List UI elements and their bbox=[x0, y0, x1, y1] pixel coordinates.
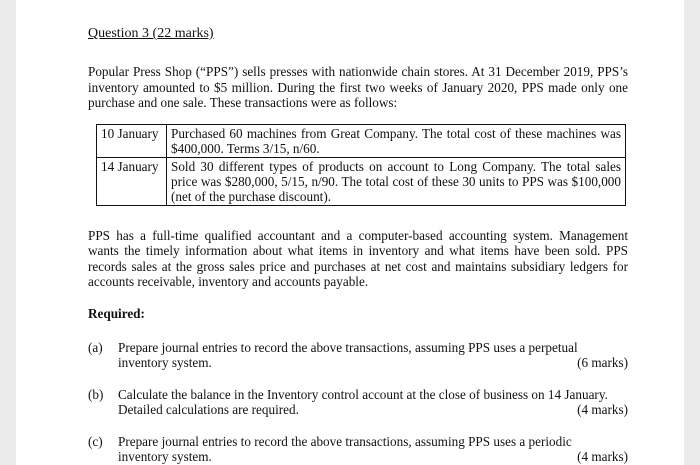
transaction-date: 14 January bbox=[97, 157, 167, 205]
part-text-line2-row bbox=[118, 449, 628, 464]
part-text-line2: inventory system. bbox=[118, 354, 212, 370]
document-page bbox=[16, 0, 684, 465]
part-b bbox=[88, 387, 628, 417]
part-label: (c) bbox=[88, 433, 103, 449]
left-margin bbox=[0, 0, 16, 465]
part-marks: (4 marks) bbox=[577, 401, 628, 417]
table-row bbox=[97, 157, 626, 205]
part-c bbox=[88, 434, 628, 464]
part-text-line1: Calculate the balance in the Inventory control account at the close of business on 14 January. bbox=[118, 386, 608, 402]
table-row bbox=[97, 124, 626, 157]
part-label: (b) bbox=[88, 386, 104, 402]
intro-paragraph: Popular Press Shop (“PPS”) sells presses with nationwide chain stores. At 31 December 2019, PPS’s inventory amounted to $5 million. During the first two weeks of January 2020, PPS made only one purchase and one sale. These transactions were as follows: bbox=[88, 64, 628, 110]
part-text-line2: inventory system. bbox=[118, 448, 212, 464]
transaction-description: Sold 30 different types of products on account to Long Company. The total sales price was $280,000, 5/15, n/90. The total cost of these 30 units to PPS was $100,000 (net of the purchase discount). bbox=[167, 157, 626, 205]
context-paragraph: PPS has a full-time qualified accountant and a computer-based accounting system. Management wants the timely information about what items in inventory and what items have been sold. PPS records sales at the gross sales price and purchases at net cost and maintains subsidiary ledgers for accounts receivable, inventory and accounts payable. bbox=[88, 227, 628, 289]
transaction-description: Purchased 60 machines from Great Company. The total cost of these machines was $400,000. Terms 3/15, n/60. bbox=[167, 124, 626, 157]
part-text-line2-row bbox=[118, 355, 628, 370]
part-a bbox=[88, 340, 628, 370]
right-margin bbox=[684, 0, 700, 465]
question-content bbox=[88, 26, 628, 464]
part-marks: (4 marks) bbox=[577, 448, 628, 464]
question-title: Question 3 (22 marks) bbox=[88, 26, 214, 41]
part-text-line2: Detailed calculations are required. bbox=[118, 401, 299, 417]
part-text-line2-row bbox=[118, 402, 628, 417]
part-text-line1: Prepare journal entries to record the above transactions, assuming PPS uses a perpetual bbox=[118, 339, 578, 355]
part-marks: (6 marks) bbox=[577, 354, 628, 370]
part-text-line1: Prepare journal entries to record the above transactions, assuming PPS uses a periodic bbox=[118, 433, 572, 449]
transaction-date: 10 January bbox=[97, 124, 167, 157]
part-label: (a) bbox=[88, 339, 103, 355]
required-heading: Required: bbox=[88, 305, 145, 321]
transactions-table bbox=[96, 124, 626, 206]
